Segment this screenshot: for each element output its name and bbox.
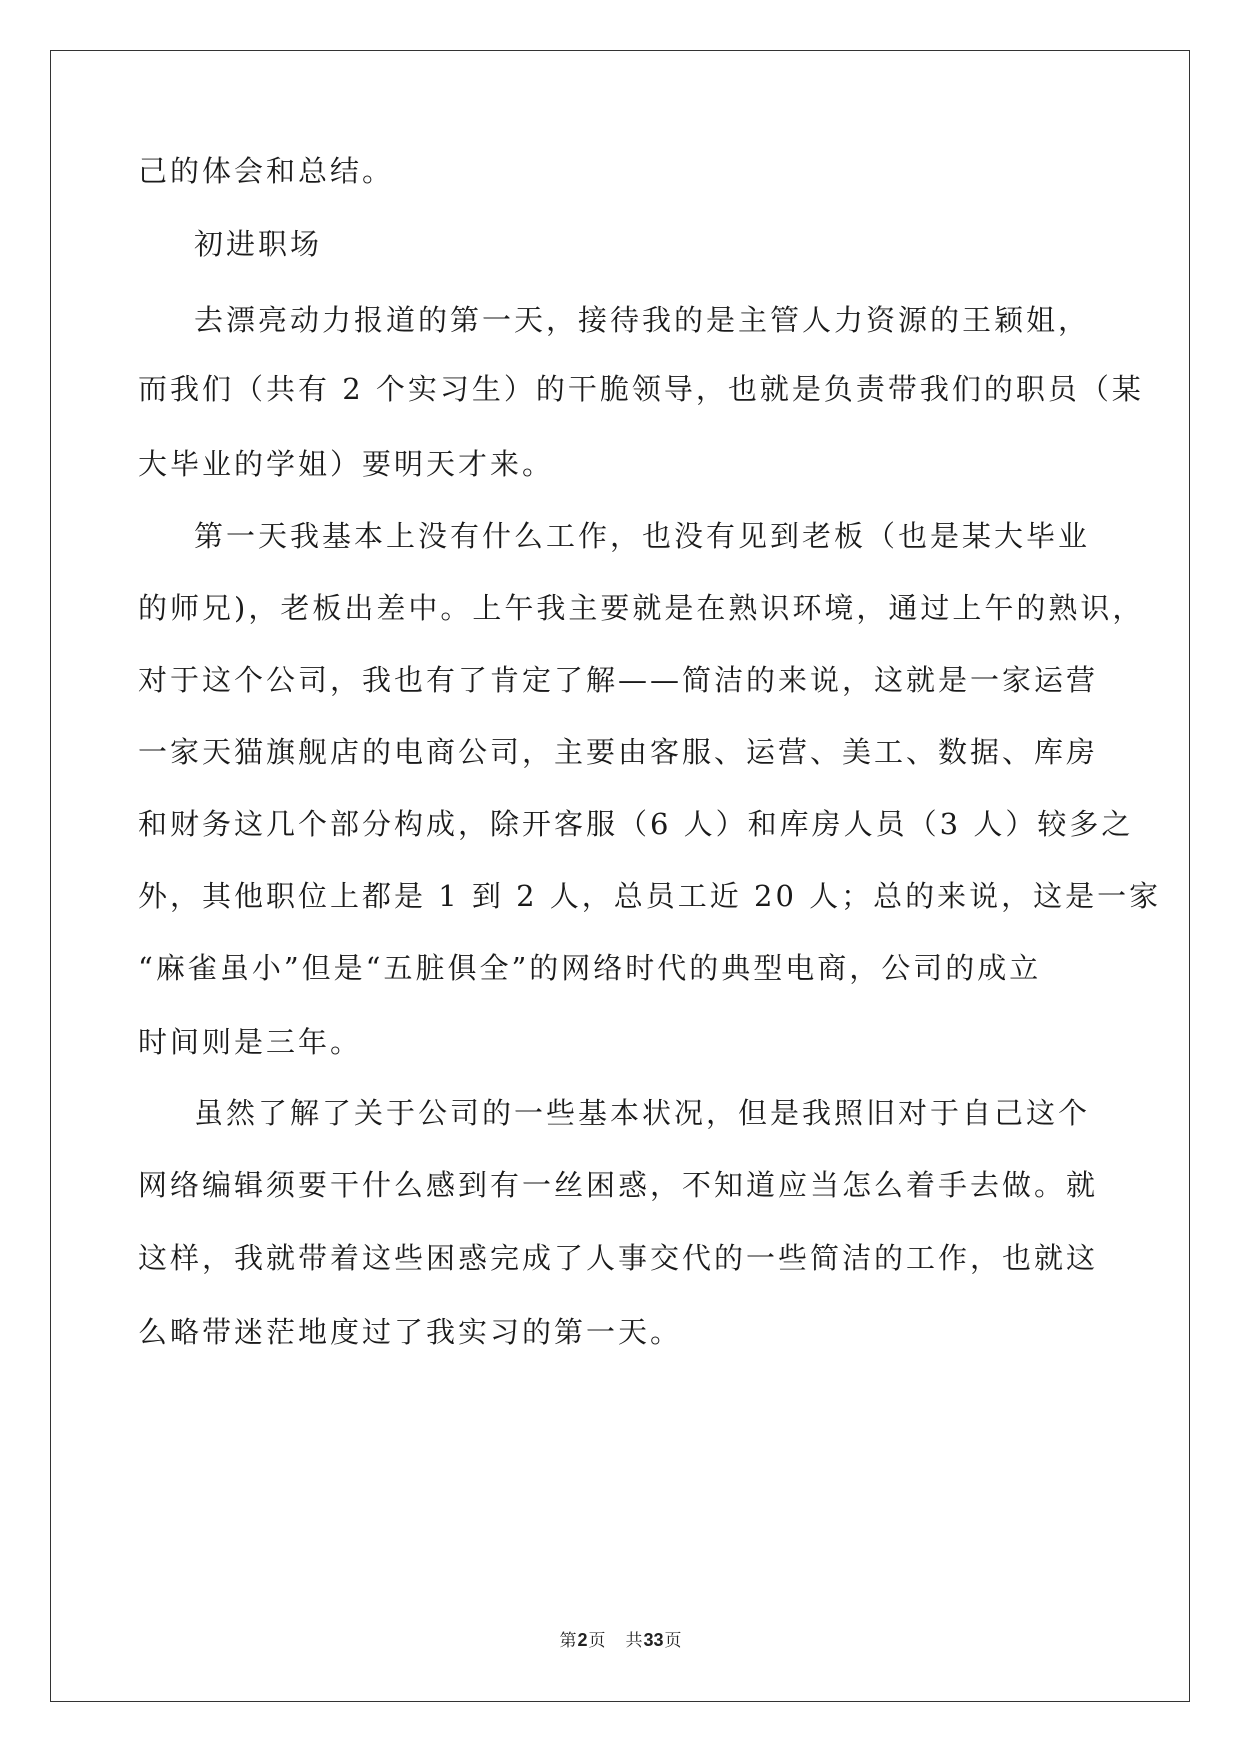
total-suffix: 页 <box>664 1631 682 1651</box>
text-line: 己的体会和总结。 <box>138 154 395 188</box>
text-line: 虽然了解了关于公司的一些基本状况，但是我照旧对于自己这个 <box>194 1096 1091 1130</box>
text-line: 时间则是三年。 <box>138 1025 363 1059</box>
total-page-count: 33 <box>643 1630 664 1650</box>
page-prefix: 第 <box>559 1631 577 1651</box>
section-heading: 初进职场 <box>194 227 323 261</box>
text-line: 去漂亮动力报道的第一天，接待我的是主管人力资源的王颖姐， <box>194 303 1091 337</box>
text-line: 这样，我就带着这些困惑完成了人事交代的一些简洁的工作，也就这 <box>138 1241 1099 1275</box>
text-line: 和财务这几个部分构成，除开客服（6 人）和库房人员（3 人）较多之 <box>138 807 1134 841</box>
text-line: 而我们（共有 2 个实习生）的干脆领导，也就是负责带我们的职员（某 <box>138 372 1144 406</box>
text-line: 网络编辑须要干什么感到有一丝困惑，不知道应当怎么着手去做。就 <box>138 1168 1099 1202</box>
total-prefix: 共 <box>625 1631 643 1651</box>
text-line: 大毕业的学姐）要明天才来。 <box>138 447 555 481</box>
text-line: “麻雀虽小”但是“五脏俱全”的网络时代的典型电商，公司的成立 <box>138 951 1042 985</box>
text-line: 第一天我基本上没有什么工作，也没有见到老板（也是某大毕业 <box>194 519 1091 553</box>
page-suffix: 页 <box>588 1631 606 1651</box>
page-footer <box>0 1628 1241 1653</box>
text-line: 么略带迷茫地度过了我实习的第一天。 <box>138 1315 683 1349</box>
text-line: 对于这个公司，我也有了肯定了解——简洁的来说，这就是一家运营 <box>138 663 1099 697</box>
text-line: 一家天猫旗舰店的电商公司，主要由客服、运营、美工、数据、库房 <box>138 735 1099 769</box>
page-border <box>50 50 1190 1702</box>
text-line: 的师兄)，老板出差中。上午我主要就是在熟识环境，通过上午的熟识， <box>138 591 1145 625</box>
text-line: 外，其他职位上都是 1 到 2 人，总员工近 20 人；总的来说，这是一家 <box>138 879 1162 913</box>
current-page-number: 2 <box>577 1630 588 1650</box>
